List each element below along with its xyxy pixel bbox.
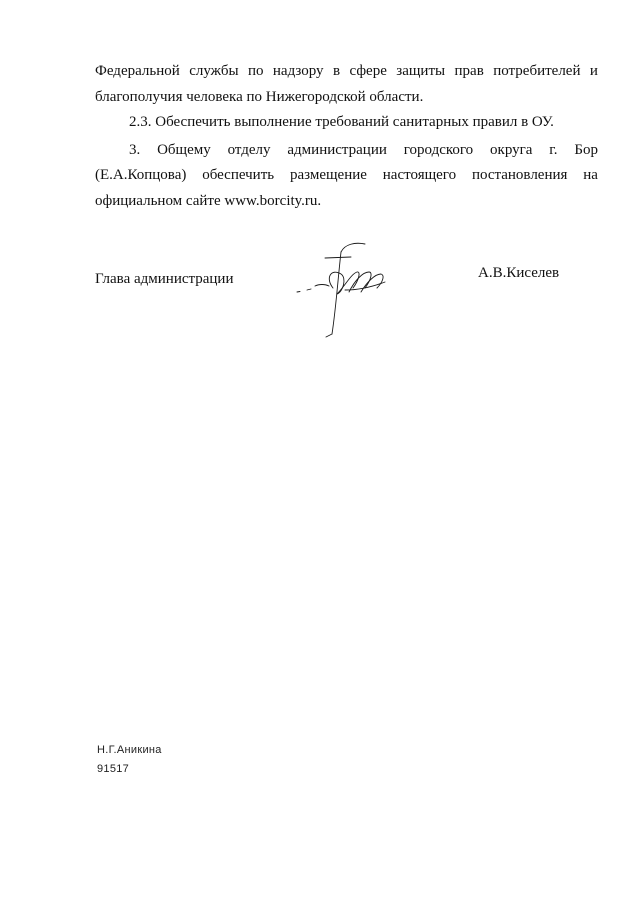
signatory-name: А.В.Киселев	[478, 265, 560, 281]
clause-3-line-3: официальном сайте www.borcity.ru.	[95, 193, 322, 209]
word: Федеральной	[95, 63, 180, 79]
word: обеспечить	[202, 167, 275, 183]
word: на	[583, 167, 598, 183]
word: 3.	[129, 142, 141, 158]
clause-3-line-1	[129, 141, 598, 159]
word: постановления	[471, 167, 568, 183]
word: надзору	[272, 63, 324, 79]
clause-2-3: 2.3. Обеспечить выполнение требований санитарных правил в ОУ.	[129, 114, 554, 130]
word: Общему	[157, 142, 211, 158]
word: г.	[549, 142, 558, 158]
word: размещение	[289, 167, 367, 183]
handwritten-signature	[285, 238, 395, 343]
word: службы	[189, 63, 239, 79]
executor-phone: 91517	[97, 763, 130, 775]
word: (Е.А.Копцова)	[95, 167, 187, 183]
word: округа	[490, 142, 533, 158]
word: сфере	[349, 63, 387, 79]
word: Бор	[574, 142, 598, 158]
word: прав	[454, 63, 484, 79]
word: в	[332, 63, 341, 79]
paragraph-line-1	[95, 62, 598, 80]
word: защиты	[396, 63, 446, 79]
word: потребителей	[493, 63, 581, 79]
clause-3-line-2	[95, 166, 598, 184]
word: администрации	[287, 142, 387, 158]
executor-name: Н.Г.Аникина	[97, 744, 162, 756]
signatory-title: Глава администрации	[95, 271, 234, 287]
word: отделу	[227, 142, 271, 158]
word: настоящего	[382, 167, 457, 183]
word: городского	[403, 142, 474, 158]
word: и	[589, 63, 598, 79]
word: по	[247, 63, 264, 79]
paragraph-line-2: благополучия человека по Нижегородской области.	[95, 89, 424, 105]
